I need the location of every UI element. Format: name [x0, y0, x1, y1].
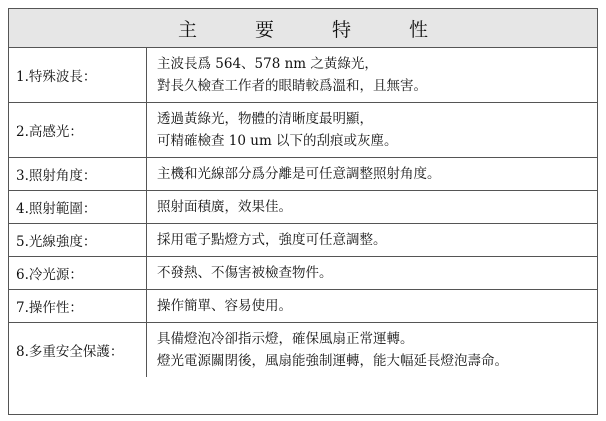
table-row: [9, 323, 597, 377]
description-line: 不發熱、不傷害被檢查物件。: [157, 265, 333, 281]
table-row: [9, 158, 597, 191]
table-row: [9, 290, 597, 323]
feature-description: [147, 103, 597, 157]
table-row: [9, 48, 597, 103]
feature-label: 6.冷光源：: [9, 257, 147, 289]
feature-label: 7.操作性：: [9, 290, 147, 322]
description-line: 透過黃綠光，物體的清晰度最明顯，: [157, 111, 373, 127]
table-header: [9, 9, 597, 48]
feature-label: 1.特殊波長：: [9, 48, 147, 102]
feature-label: 3.照射角度：: [9, 158, 147, 190]
table-row: [9, 103, 597, 158]
description-line: 主機和光線部分爲分離是可任意調整照射角度。: [157, 166, 441, 182]
description-line: 操作簡單、容易使用。: [157, 298, 292, 314]
description-line: 對長久檢查工作者的眼睛較爲溫和，且無害。: [157, 78, 427, 94]
description-line: 具備燈泡冷卻指示燈，確保風扇正常運轉。: [157, 331, 414, 347]
description-line: 主波長爲 564、578 nm 之黃綠光，: [157, 56, 378, 72]
table-title: 主 要 特 性: [177, 18, 455, 41]
feature-description: [147, 191, 597, 223]
feature-label: 2.高感光：: [9, 103, 147, 157]
features-table: [8, 8, 598, 415]
feature-description: [147, 158, 597, 190]
table-row: [9, 257, 597, 290]
table-row: [9, 191, 597, 224]
feature-label: 5.光線強度：: [9, 224, 147, 256]
feature-label: 4.照射範圍：: [9, 191, 147, 223]
description-line: 燈光電源關閉後，風扇能強制運轉，能大幅延長燈泡壽命。: [157, 353, 508, 369]
feature-description: [147, 257, 597, 289]
table-row: [9, 224, 597, 257]
feature-description: [147, 323, 597, 377]
description-line: 可精確檢查 10 um 以下的刮痕或灰塵。: [157, 133, 398, 149]
description-line: 採用電子點燈方式，強度可任意調整。: [157, 232, 387, 248]
description-line: 照射面積廣，效果佳。: [157, 199, 292, 215]
feature-description: [147, 48, 597, 102]
feature-description: [147, 290, 597, 322]
feature-label: 8.多重安全保護：: [9, 323, 147, 377]
feature-rows: [9, 48, 597, 377]
feature-description: [147, 224, 597, 256]
